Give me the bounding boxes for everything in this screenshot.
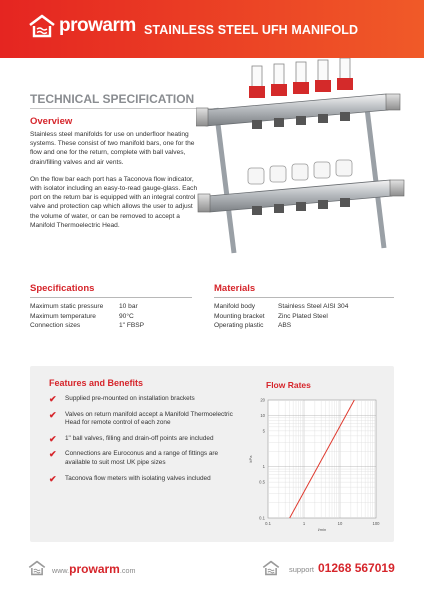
- materials-heading: Materials: [214, 283, 256, 294]
- spec-label: Mounting bracket: [214, 312, 265, 320]
- overview-paragraph: On the flow bar each port has a Taconova flow indicator, with isolator including an easy-to-read gauge-glass. Each port on the return bar is equipped with an integral control valve and protection cap which allows the user to adjust the volume of water, or can be removed to accept a Manifold Thermoelectric Head.: [30, 175, 198, 229]
- checkmark-icon: ✔: [49, 473, 57, 484]
- checkmark-icon: ✔: [49, 394, 57, 404]
- x-tick-label: 1: [302, 521, 306, 526]
- header-bar: [0, 0, 424, 58]
- spec-row: [30, 321, 200, 331]
- materials-table: [214, 302, 396, 331]
- house-icon: [262, 559, 280, 577]
- y-tick-label: 0.5: [259, 479, 265, 485]
- checkmark-icon: ✔: [49, 449, 57, 460]
- spec-label: Operating plastic: [214, 322, 264, 329]
- return-valves: [248, 160, 352, 184]
- spec-value: 90°C: [119, 312, 134, 320]
- website-suffix: .com: [119, 566, 136, 575]
- x-tick-label: 10: [337, 521, 343, 526]
- features-list: [49, 395, 239, 490]
- chart-title: Flow Rates: [266, 380, 311, 390]
- feature-item: [49, 395, 239, 404]
- spec-label: Maximum temperature: [30, 312, 96, 320]
- features-heading: Features and Benefits: [49, 378, 144, 388]
- overview-text: [30, 130, 202, 230]
- prowarm-logo[interactable]: [28, 14, 136, 38]
- y-tick-label: 10: [260, 412, 265, 418]
- checkmark-icon: ✔: [49, 433, 57, 444]
- feature-text: 1" ball valves, filling and drain-off points are included: [65, 434, 214, 442]
- website-brand: prowarm: [69, 562, 120, 576]
- flow-rate-chart: [246, 394, 386, 536]
- flow-meters: [249, 58, 353, 98]
- spec-value: Zinc Plated Steel: [278, 312, 328, 320]
- spec-value: Stainless Steel AISI 304: [278, 303, 349, 310]
- document-title: STAINLESS STEEL UFH MANIFOLD: [144, 23, 359, 37]
- feature-item: [49, 475, 239, 484]
- feature-text: Connections are Euroconus and a range of fittings are available to suit most UK pipe sizes: [65, 450, 219, 466]
- feature-item: [49, 450, 239, 467]
- spec-row: [214, 312, 396, 322]
- feature-text: Supplied pre-mounted on installation brackets: [65, 395, 195, 402]
- x-axis-label: l/min: [317, 527, 327, 532]
- brand-name: prowarm: [59, 15, 136, 36]
- spec-row: [30, 302, 200, 312]
- spec-label: Connection sizes: [30, 322, 81, 329]
- checkmark-icon: ✔: [49, 409, 57, 420]
- y-axis-label: kPa: [248, 455, 253, 463]
- footer: [0, 556, 424, 600]
- website-prefix: www.: [52, 566, 70, 575]
- features-panel: [30, 366, 394, 542]
- feature-item: [49, 435, 239, 444]
- house-icon: [28, 14, 56, 38]
- support-phone[interactable]: 01268 567019: [318, 561, 395, 575]
- x-tick-label: 0.1: [265, 521, 271, 526]
- spec-label: Manifold body: [214, 303, 256, 310]
- spec-row: [214, 321, 396, 331]
- y-tick-label: 20: [260, 397, 265, 403]
- overview-paragraph: Stainless steel manifolds for use on underfloor heating systems. These consist of two manifold bars, one for the flow and one for the return, complete with ball valves, drain/filling valves and air vents.: [30, 131, 195, 166]
- feature-item: [49, 411, 239, 428]
- spec-value: 1" FBSP: [119, 322, 145, 329]
- website-link[interactable]: [52, 562, 135, 576]
- specifications-heading: Specifications: [30, 283, 95, 294]
- y-tick-label: 0.1: [259, 515, 265, 521]
- overview-heading: Overview: [30, 116, 73, 127]
- spec-value: ABS: [278, 322, 292, 329]
- y-tick-label: 5: [262, 428, 265, 434]
- support-label: support: [289, 565, 315, 574]
- manifold-image: [196, 58, 408, 260]
- spec-row: [30, 312, 200, 322]
- feature-text: Valves on return manifold accept a Manifold Thermoelectric Head for remote control of each zone: [65, 410, 233, 427]
- feature-text: Taconova flow meters with isolating valves included: [65, 474, 211, 482]
- specifications-divider: [30, 297, 192, 298]
- y-tick-label: 1: [262, 464, 265, 470]
- spec-label: Maximum static pressure: [30, 303, 104, 310]
- materials-divider: [214, 297, 394, 298]
- spec-value: 10 bar: [119, 303, 138, 310]
- section-title: TECHNICAL SPECIFICATION: [30, 92, 195, 106]
- house-icon: [28, 559, 46, 577]
- specifications-table: [30, 302, 200, 331]
- x-tick-label: 100: [372, 521, 380, 526]
- spec-row: [214, 302, 396, 312]
